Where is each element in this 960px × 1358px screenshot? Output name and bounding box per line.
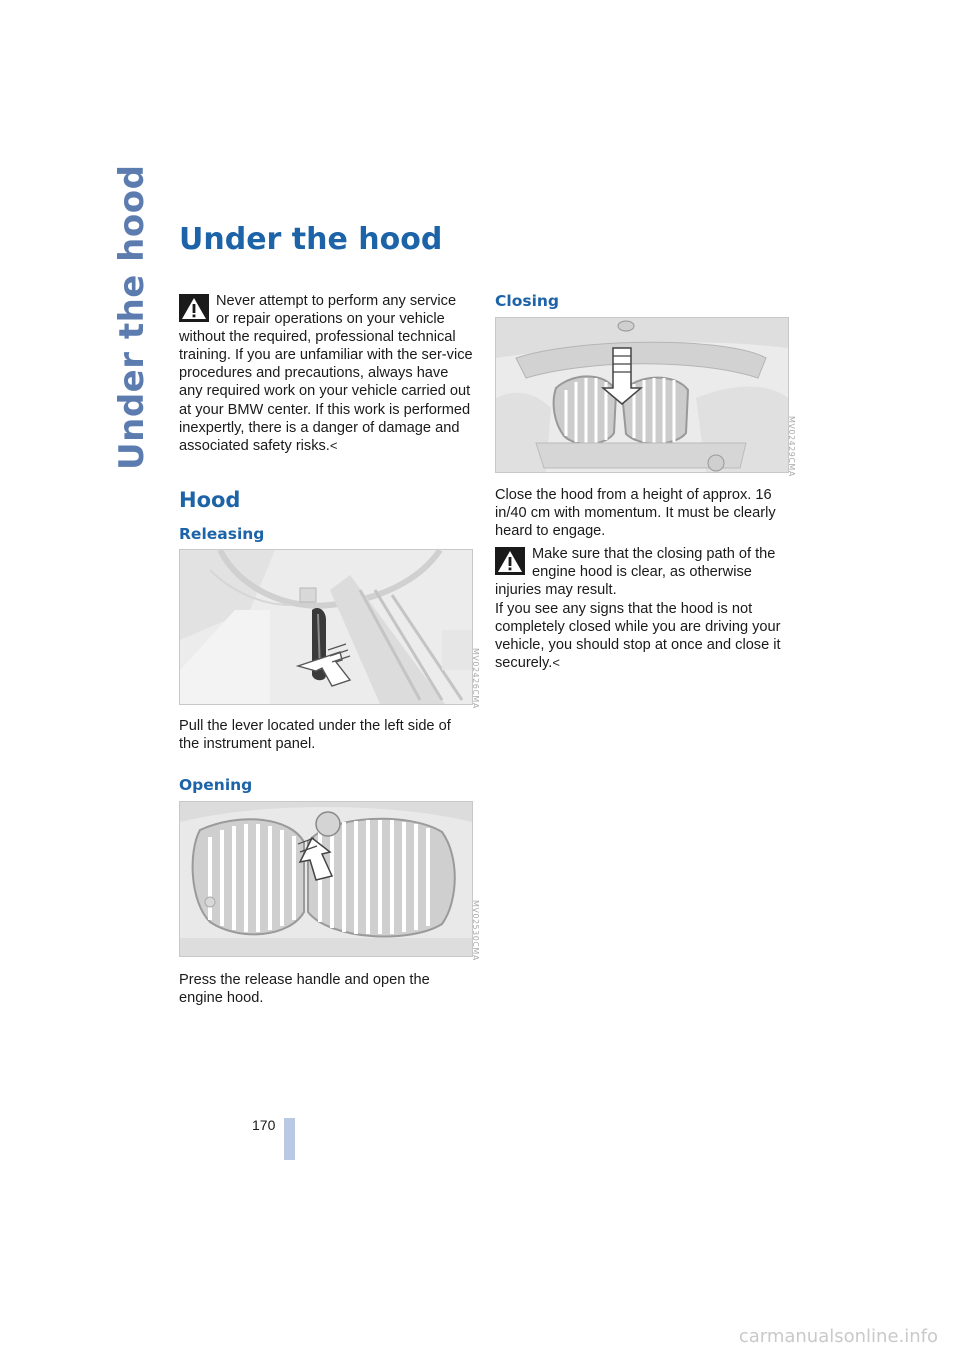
closing-warning-line-1: Make sure that the closing path of the [532,546,776,563]
closing-figure [495,317,796,477]
releasing-text: Pull the lever located under the left side of the instrument panel. [179,717,451,752]
closing-illustration [496,318,788,472]
side-chapter-title: Under the hood [112,164,152,470]
opening-text: Press the release handle and open the engine hood. [179,972,430,1007]
intro-warning-line-1: Never attempt to perform any service [216,293,457,309]
closing-warning-more: If you see any signs that the hood is not completely closed while you are driving your vehicle, you should stop at once and close it securely. [495,600,781,671]
intro-warning-text: without the required, professional technical training. If you are unfamiliar with the ser-vice procedures and precautions, always have any required work on your vehicle carried out at your BMW center. If this work is performed inexpertly, there is a danger of damage and associated safety risks. [179,329,473,454]
right-column [495,292,796,672]
closing-warning-text: injuries may result. [495,582,617,599]
lever-illustration [180,550,472,704]
closing-warning-line-2: engine hood is clear, as otherwise [532,564,752,581]
closing-figure-code: MV02429CMA [787,416,796,477]
closing-text: Close the hood from a height of approx. 16 in/40 cm with momentum. It must be clearly heard to engage. [495,487,776,540]
warning-icon [179,294,209,322]
opening-heading: Opening [179,776,253,795]
opening-figure-code: MV02530CMA [471,900,480,961]
hood-heading: Hood [179,487,241,512]
grille-illustration [180,802,472,956]
warning-icon [495,547,525,575]
intro-warning [179,292,474,455]
page-number: 170 [252,1117,276,1133]
opening-figure [179,801,480,961]
releasing-figure [179,549,480,709]
left-column [179,292,480,1007]
releasing-heading: Releasing [179,524,265,543]
releasing-figure-code: MV02426CMA [471,647,480,709]
page-number-bar [284,1118,295,1160]
end-mark: < [552,654,560,670]
page-title: Under the hood [179,222,443,257]
intro-warning-line-2: or repair operations on your vehicle [216,311,445,328]
closing-warning [495,545,790,672]
closing-heading: Closing [495,292,560,310]
end-mark: < [329,437,338,453]
watermark: carmanualsonline.info [738,1326,938,1347]
